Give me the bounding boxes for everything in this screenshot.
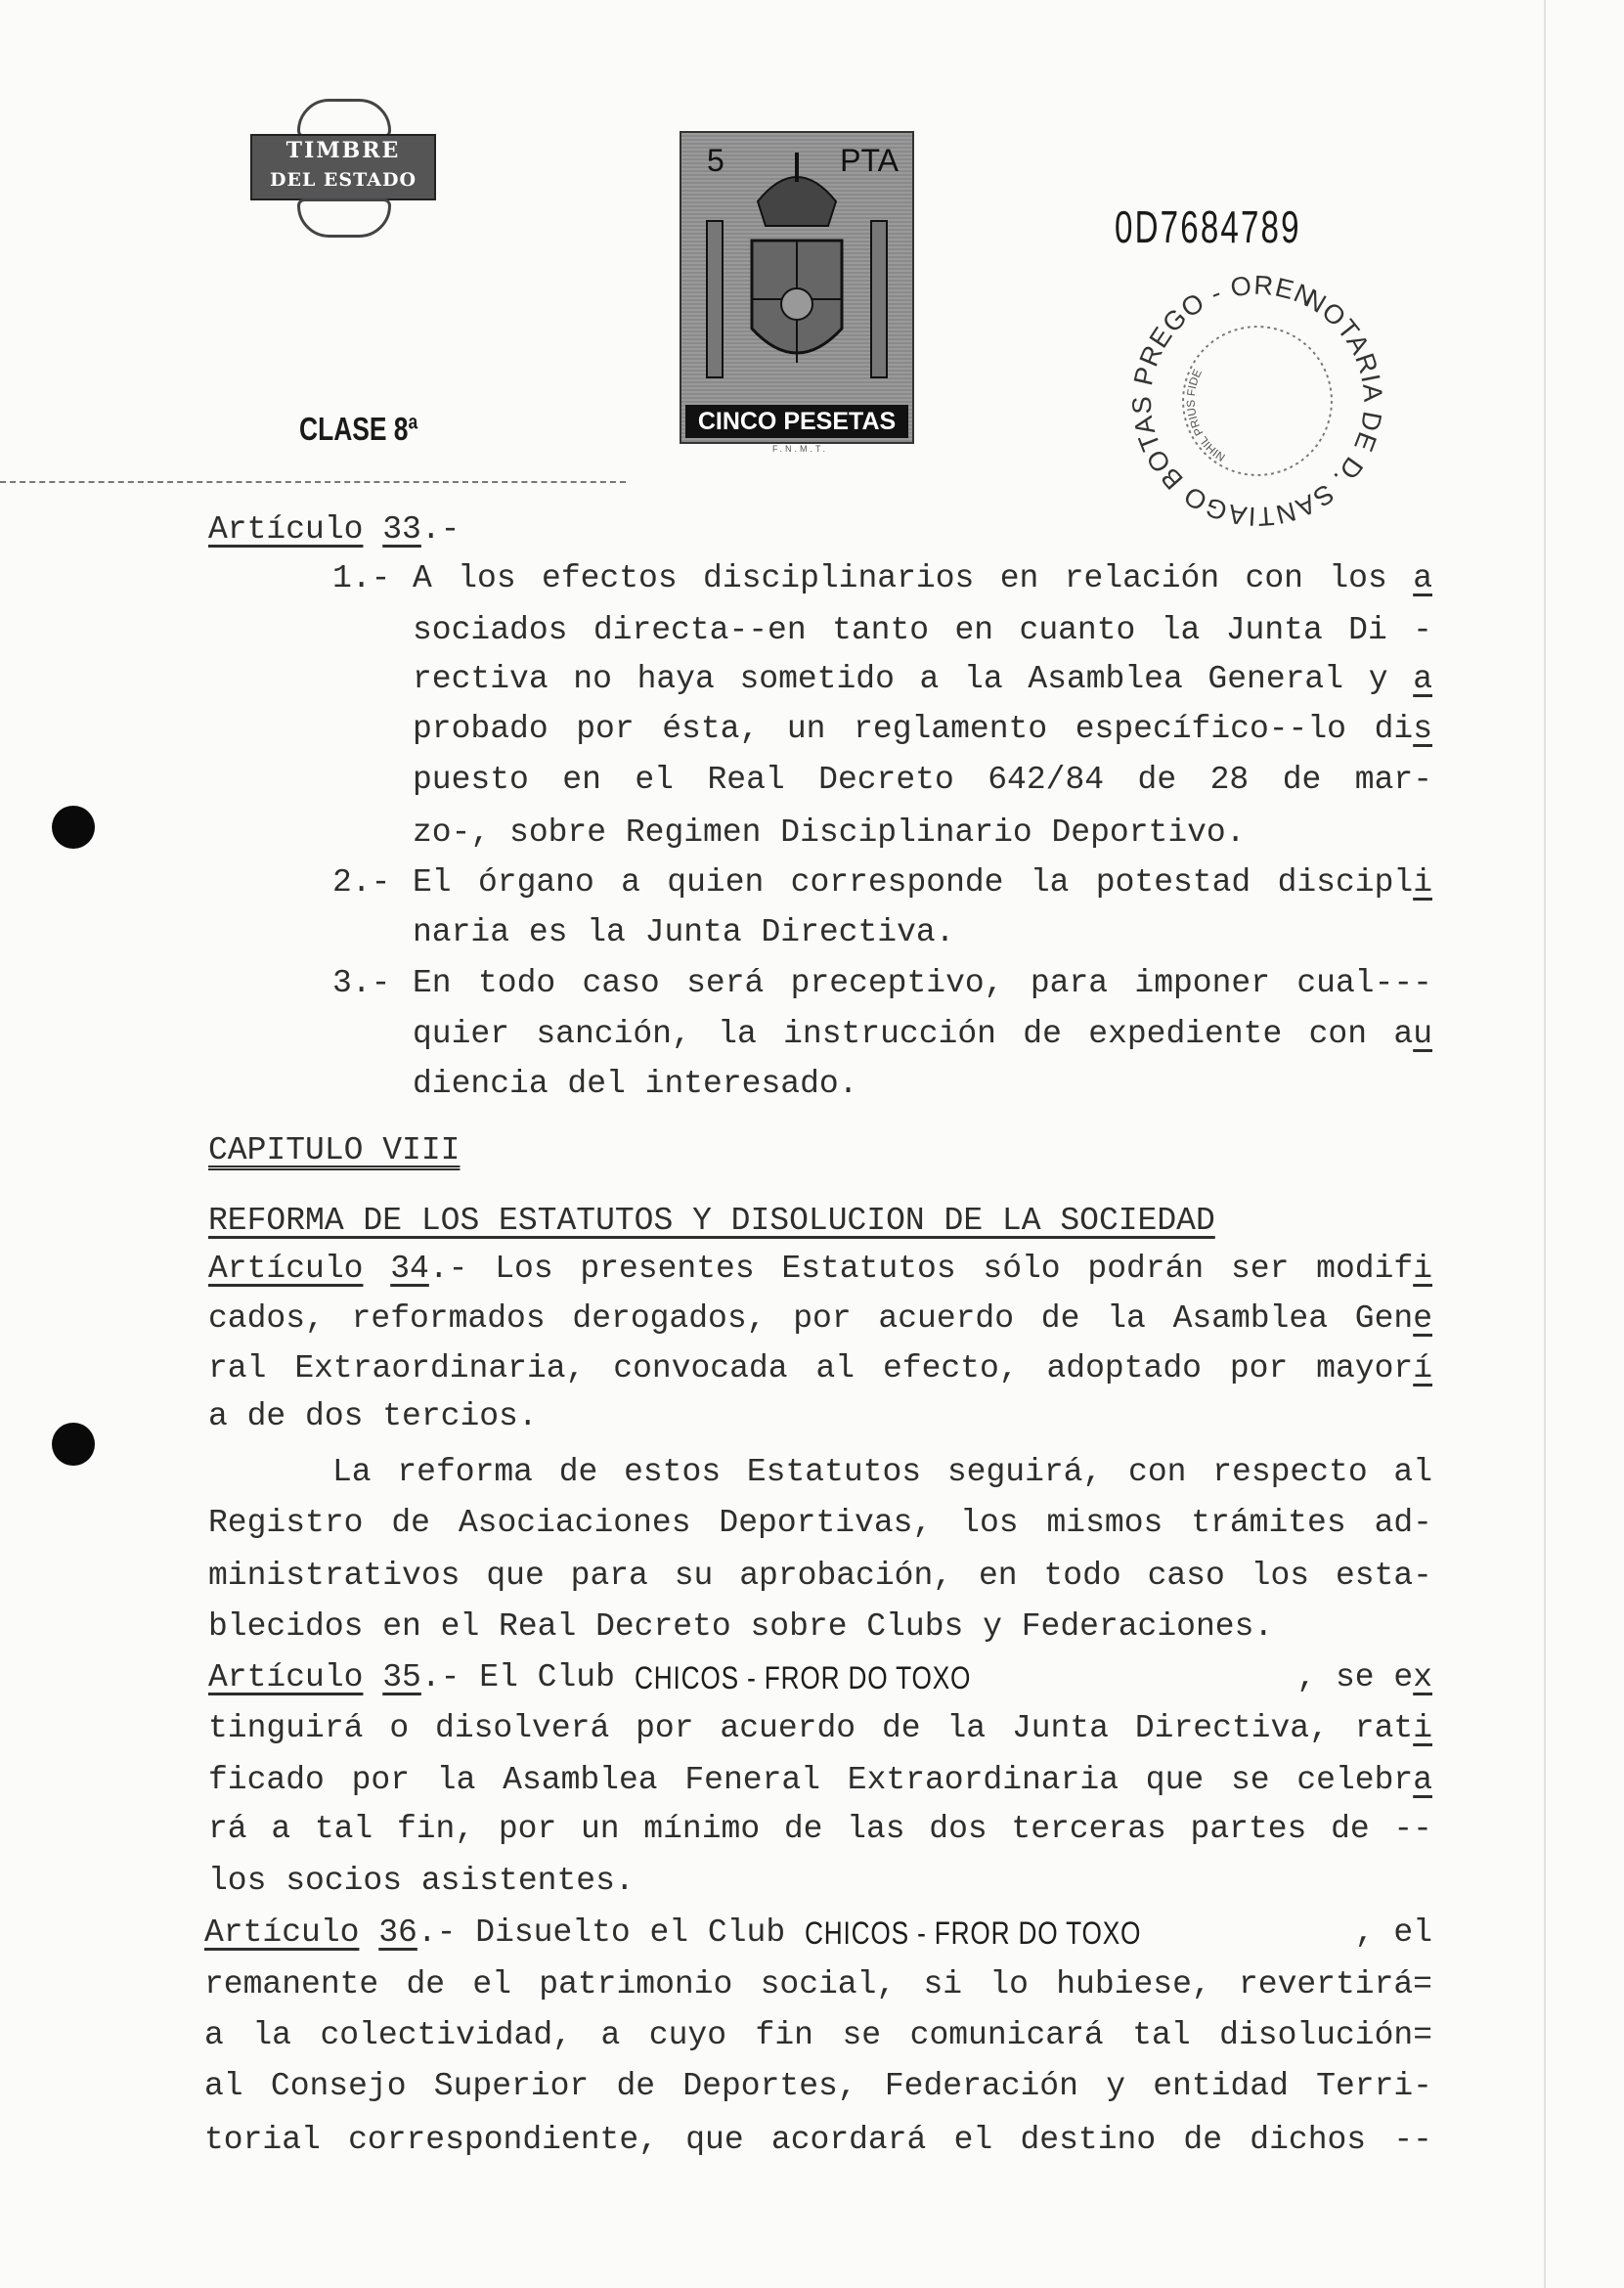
stamp-unit: PTA	[840, 143, 899, 178]
text-line	[204, 2014, 1432, 2057]
text: sociados directa--en tanto en cuanto la Junta Di -	[413, 612, 1432, 648]
text: remanente de el patrimonio social, si lo hubiese, revertirá=	[204, 1966, 1432, 2002]
article-number: 35	[382, 1659, 421, 1695]
article-label: Artículo	[208, 1251, 364, 1287]
timbre-del-estado-emblem	[248, 99, 435, 234]
text: La reforma de estos Estatutos seguirá, con respecto al	[332, 1454, 1432, 1490]
text-line	[208, 1860, 1432, 1903]
svg-text:NIHIL PRIUS FIDE	[1158, 366, 1256, 463]
text-line	[413, 861, 1432, 904]
separator-line	[0, 481, 626, 483]
article-number: 34	[390, 1251, 429, 1287]
page-edge	[1544, 0, 1546, 2288]
stamp-label: CINCO PESETAS	[685, 405, 908, 438]
text: Registro de Asociaciones Deportivas, los mismos trámites ad-	[208, 1505, 1432, 1541]
text-line	[332, 1451, 1432, 1494]
item-number: 1.-	[332, 560, 391, 596]
text: torial correspondiente, que acordará el destino de dichos --	[204, 2122, 1432, 2158]
serial-number: 0D7684789	[1115, 201, 1301, 252]
club-name: CHICOS - FROR DO TOXO	[634, 1660, 971, 1695]
text: a	[1413, 560, 1432, 596]
chapter-subtitle	[208, 1200, 1432, 1243]
text: naria es la Junta Directiva.	[413, 914, 955, 950]
text: diencia del interesado.	[413, 1066, 858, 1102]
text: rá a tal fin, por un mínimo de las dos terceras partes de --	[208, 1811, 1432, 1847]
timbre-line: TIMBRE	[285, 138, 401, 163]
text-line	[208, 1808, 1432, 1851]
text-line	[208, 1656, 1432, 1699]
text: puesto en el Real Decreto 642/84 de 28 de mar-	[413, 762, 1432, 798]
text: zo-, sobre Regimen Disciplinario Deportivo.	[413, 814, 1246, 851]
text-line	[208, 1502, 1432, 1545]
stamp-printer: F.N.M.T.	[772, 444, 828, 454]
punch-hole	[52, 1423, 95, 1466]
text: x	[1413, 1659, 1432, 1695]
text: i	[1413, 1710, 1432, 1746]
text: i	[1413, 864, 1432, 901]
item-number: 3.-	[332, 965, 391, 1001]
text: .-	[420, 511, 461, 548]
notary-seal	[1115, 258, 1400, 544]
text: .- Disuelto el Club	[417, 1914, 805, 1951]
text: A los efectos disciplinarios en relación con los	[413, 560, 1414, 596]
text: los socios asistentes.	[208, 1863, 635, 1899]
seal-inner-text: NIHIL PRIUS FIDE	[1184, 367, 1228, 464]
text: i	[1413, 1251, 1432, 1287]
text-line	[413, 962, 1432, 1005]
text: e	[1413, 1300, 1432, 1337]
text-line	[413, 1063, 1432, 1106]
article-label: Artículo	[208, 511, 364, 548]
seal-outer-text: NOTARIA DE D. SANTIAGO BOTAS PREGO - ORENSE	[1125, 269, 1389, 533]
fiscal-stamp	[680, 131, 914, 444]
text: El órgano a quien corresponde la potestad discipl	[413, 864, 1414, 901]
text-line	[208, 1248, 1432, 1291]
ornament-icon	[297, 99, 391, 138]
chapter-title: CAPITULO VIII	[208, 1132, 461, 1168]
text-line	[208, 1347, 1432, 1390]
text-line	[413, 658, 1432, 701]
chapter-heading	[208, 1129, 1432, 1172]
text-line	[204, 2119, 1432, 2162]
text-line	[413, 1013, 1432, 1056]
text: probado por ésta, un reglamento específico--lo di	[413, 711, 1414, 747]
text: .- Los presentes Estatutos sólo podrán ser modif	[428, 1251, 1414, 1287]
text-line	[208, 1606, 1432, 1649]
text-line	[204, 1912, 1432, 1955]
text: í	[1413, 1350, 1432, 1386]
punch-hole	[52, 806, 95, 849]
text-line	[413, 557, 1432, 600]
ornament-icon	[297, 198, 391, 238]
club-name: CHICOS - FROR DO TOXO	[804, 1915, 1142, 1951]
text-line	[208, 1555, 1432, 1598]
text: a	[1413, 1762, 1432, 1798]
text-line	[208, 1395, 1432, 1438]
stamp-value: 5	[707, 143, 724, 178]
text-line	[204, 1963, 1432, 2006]
text: cados, reformados derogados, por acuerdo de la Asamblea Gen	[208, 1300, 1414, 1337]
text-line	[204, 2065, 1432, 2108]
text-line	[413, 759, 1432, 802]
article-heading	[208, 508, 460, 551]
text-line	[413, 812, 1432, 855]
text-line	[413, 708, 1432, 751]
text: ficado por la Asamblea Feneral Extraordinaria que se celebr	[208, 1762, 1414, 1798]
article-number: 36	[378, 1914, 417, 1951]
text: tinguirá o disolverá por acuerdo de la Junta Directiva, rat	[208, 1710, 1414, 1746]
text: ministrativos que para su aprobación, en todo caso los esta-	[208, 1558, 1432, 1594]
article-label: Artículo	[204, 1914, 360, 1951]
text: u	[1413, 1016, 1432, 1052]
paper-class: CLASE 8ª	[299, 411, 418, 447]
text: quier sanción, la instrucción de expediente con a	[413, 1016, 1414, 1052]
chapter-subtitle-text: REFORMA DE LOS ESTATUTOS Y DISOLUCION DE LA SOCIEDAD	[208, 1203, 1215, 1239]
text: al Consejo Superior de Deportes, Federación y entidad Terri-	[204, 2068, 1432, 2104]
text: s	[1413, 711, 1432, 747]
svg-text:NOTARIA DE D. SANTIAGO BOTAS P	[1115, 258, 1400, 544]
text: blecidos en el Real Decreto sobre Clubs y Federaciones.	[208, 1608, 1274, 1645]
item-number: 2.-	[332, 864, 391, 901]
timbre-line: DEL ESTADO	[269, 169, 417, 191]
text: , se e	[1296, 1659, 1414, 1695]
text: a	[1413, 661, 1432, 697]
text: En todo caso será preceptivo, para imponer cual---	[413, 965, 1432, 1001]
text: a de dos tercios.	[208, 1398, 538, 1434]
text-line	[208, 1298, 1432, 1341]
text: rectiva no haya sometido a la Asamblea General y	[413, 661, 1414, 697]
timbre-label	[250, 134, 436, 200]
text-line	[208, 1707, 1432, 1750]
article-label: Artículo	[208, 1659, 364, 1695]
text-line	[208, 1759, 1432, 1802]
article-number: 33	[382, 511, 421, 548]
text: ral Extraordinaria, convocada al efecto, adoptado por mayor	[208, 1350, 1414, 1386]
text: , el	[1354, 1914, 1432, 1951]
coat-of-arms-icon	[681, 133, 912, 442]
text-line	[413, 911, 1432, 954]
text: a la colectividad, a cuyo fin se comunicará tal disolución=	[204, 2017, 1432, 2053]
text-line	[413, 609, 1432, 652]
text: .- El Club	[420, 1659, 635, 1695]
